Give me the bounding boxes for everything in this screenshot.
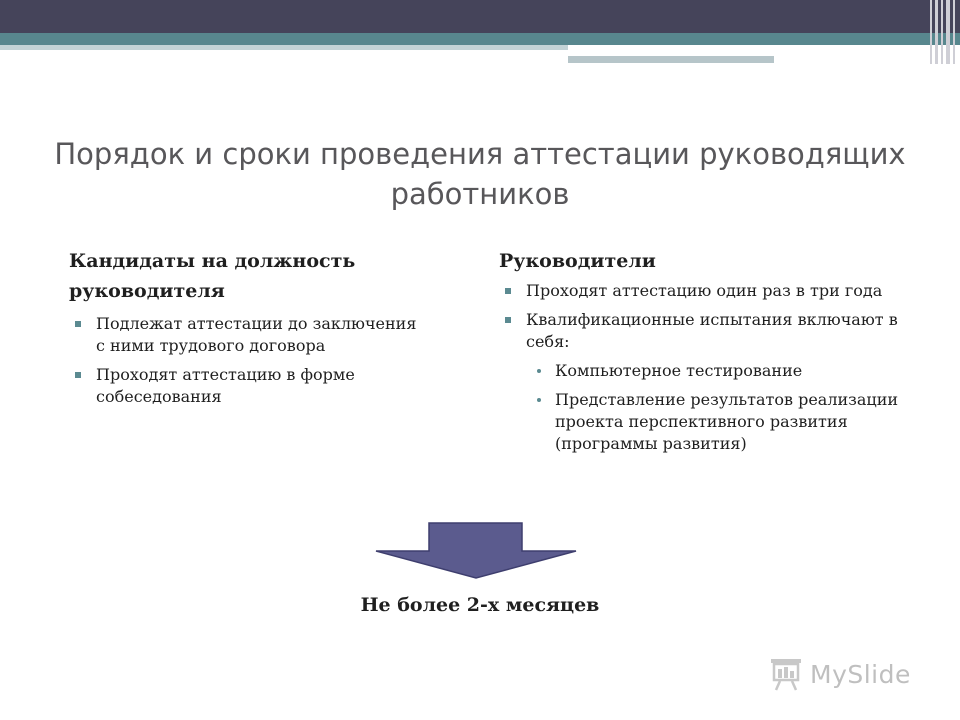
header-bar-dark bbox=[0, 0, 960, 33]
right-column bbox=[499, 246, 899, 455]
square-bullet-icon bbox=[75, 321, 81, 327]
left-heading-line2: руководителя bbox=[69, 280, 225, 302]
right-column-list bbox=[499, 280, 899, 353]
left-column bbox=[69, 246, 429, 408]
header-bar-teal bbox=[0, 33, 960, 45]
slide-title: Порядок и сроки проведения аттестации руководящих работников bbox=[54, 137, 906, 211]
sub-list-item: Представление результатов реализации проекта перспективного развития (программы развития) bbox=[528, 389, 899, 455]
sub-list-item: Компьютерное тестирование bbox=[528, 360, 899, 382]
list-item: Проходят аттестацию один раз в три года bbox=[499, 280, 899, 302]
right-column-heading: Руководители bbox=[499, 250, 656, 272]
square-bullet-icon bbox=[505, 317, 511, 323]
left-column-list bbox=[69, 313, 429, 408]
conclusion-text: Не более 2-х месяцев bbox=[360, 594, 600, 616]
down-arrow-icon bbox=[374, 522, 578, 580]
dot-bullet-icon bbox=[537, 369, 541, 373]
header-bar-accent-lower bbox=[568, 56, 774, 63]
header-bar-accent bbox=[568, 47, 888, 50]
left-heading-line1: Кандидаты на должность bbox=[69, 250, 356, 272]
list-item: Квалификационные испытания включают в себя: bbox=[499, 309, 899, 353]
header-bar-light bbox=[0, 45, 568, 50]
left-column-heading bbox=[69, 246, 429, 306]
watermark-text: MySlide bbox=[810, 659, 911, 689]
watermark-logo bbox=[768, 656, 911, 692]
projector-screen-icon bbox=[768, 657, 804, 691]
right-column-sublist bbox=[499, 360, 899, 455]
square-bullet-icon bbox=[505, 288, 511, 294]
square-bullet-icon bbox=[75, 372, 81, 378]
dot-bullet-icon bbox=[537, 398, 541, 402]
list-item: Подлежат аттестации до заключения с ними трудового договора bbox=[69, 313, 429, 357]
list-item: Проходят аттестацию в форме собеседования bbox=[69, 364, 429, 408]
header-stripes bbox=[928, 0, 960, 64]
